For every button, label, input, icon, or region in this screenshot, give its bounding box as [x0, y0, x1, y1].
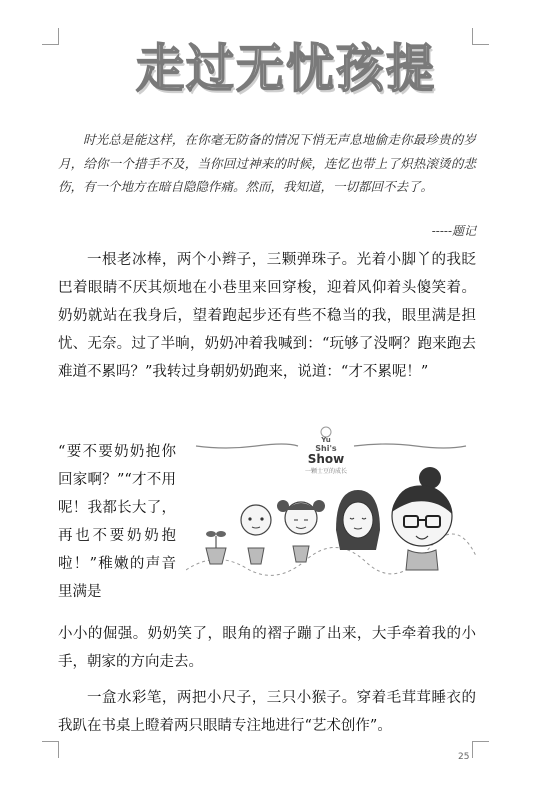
crop-mark-bottom-right [472, 741, 489, 758]
logo-line-1: Yu [321, 436, 331, 444]
woman-face-icon [336, 490, 380, 550]
logo-subtitle: 一颗士豆的成长 [304, 468, 348, 475]
family-illustration [186, 420, 476, 588]
logo-line-3: Show [307, 452, 345, 466]
paragraph-2: 一盒水彩笔，两把小尺子，三只小猴子。穿着毛茸茸睡衣的我趴在书桌上瞪着两只眼睛专注地进行“艺术创作”。 [58, 690, 476, 734]
paragraph-1: 一根老冰棒，两个小辫子，三颗弹珠子。光着小脚丫的我眨巴着眼睛不厌其烦地在小巷里来回穿梭，迎着风仰着头傻笑着。奶奶就站在我身后，望着跑起步还有些不稳当的我，眼里满是担忧、无奈。过了半晌，奶奶冲着我喊到：“玩够了没啊？跑来跑去难道不累吗？”我转过身朝奶奶跑来，说道：“才不累呢！” [58, 252, 476, 380]
logo-line-2: Shi's [315, 444, 337, 453]
preface-signature: -----题记 [431, 224, 476, 238]
girl-face-icon [277, 500, 325, 562]
page-number: 25 [458, 752, 470, 762]
grandma-face-icon [392, 467, 452, 570]
crop-mark-top-right [472, 28, 489, 45]
paragraph-1-end: 小小的倔强。奶奶笑了，眼角的褶子蹦了出来，大手牵着我的小手，朝家的方向走去。 [58, 626, 476, 670]
preface-text: 时光总是能这样，在你毫无防备的情况下悄无声息地偷走你最珍贵的岁月，给你一个措手不及，当你回过神来的时候，连忆也带上了炽热滚烫的悲伤，有一个地方在暗自隐隐作痛。然而，我知道，一切都回不去了。 [58, 132, 476, 194]
sprout-pot-icon [206, 531, 226, 564]
crop-mark-bottom-left [42, 741, 59, 758]
baby-face-icon [241, 505, 271, 564]
paragraph-1-side: “要不要奶奶抱你回家啊？”“才不用呢！我都长大了，再也不要奶奶抱啦！”稚嫩的声音里满是 [58, 444, 176, 600]
crop-mark-top-left [42, 28, 59, 45]
article-title: 走过无忧孩提 [136, 38, 437, 100]
